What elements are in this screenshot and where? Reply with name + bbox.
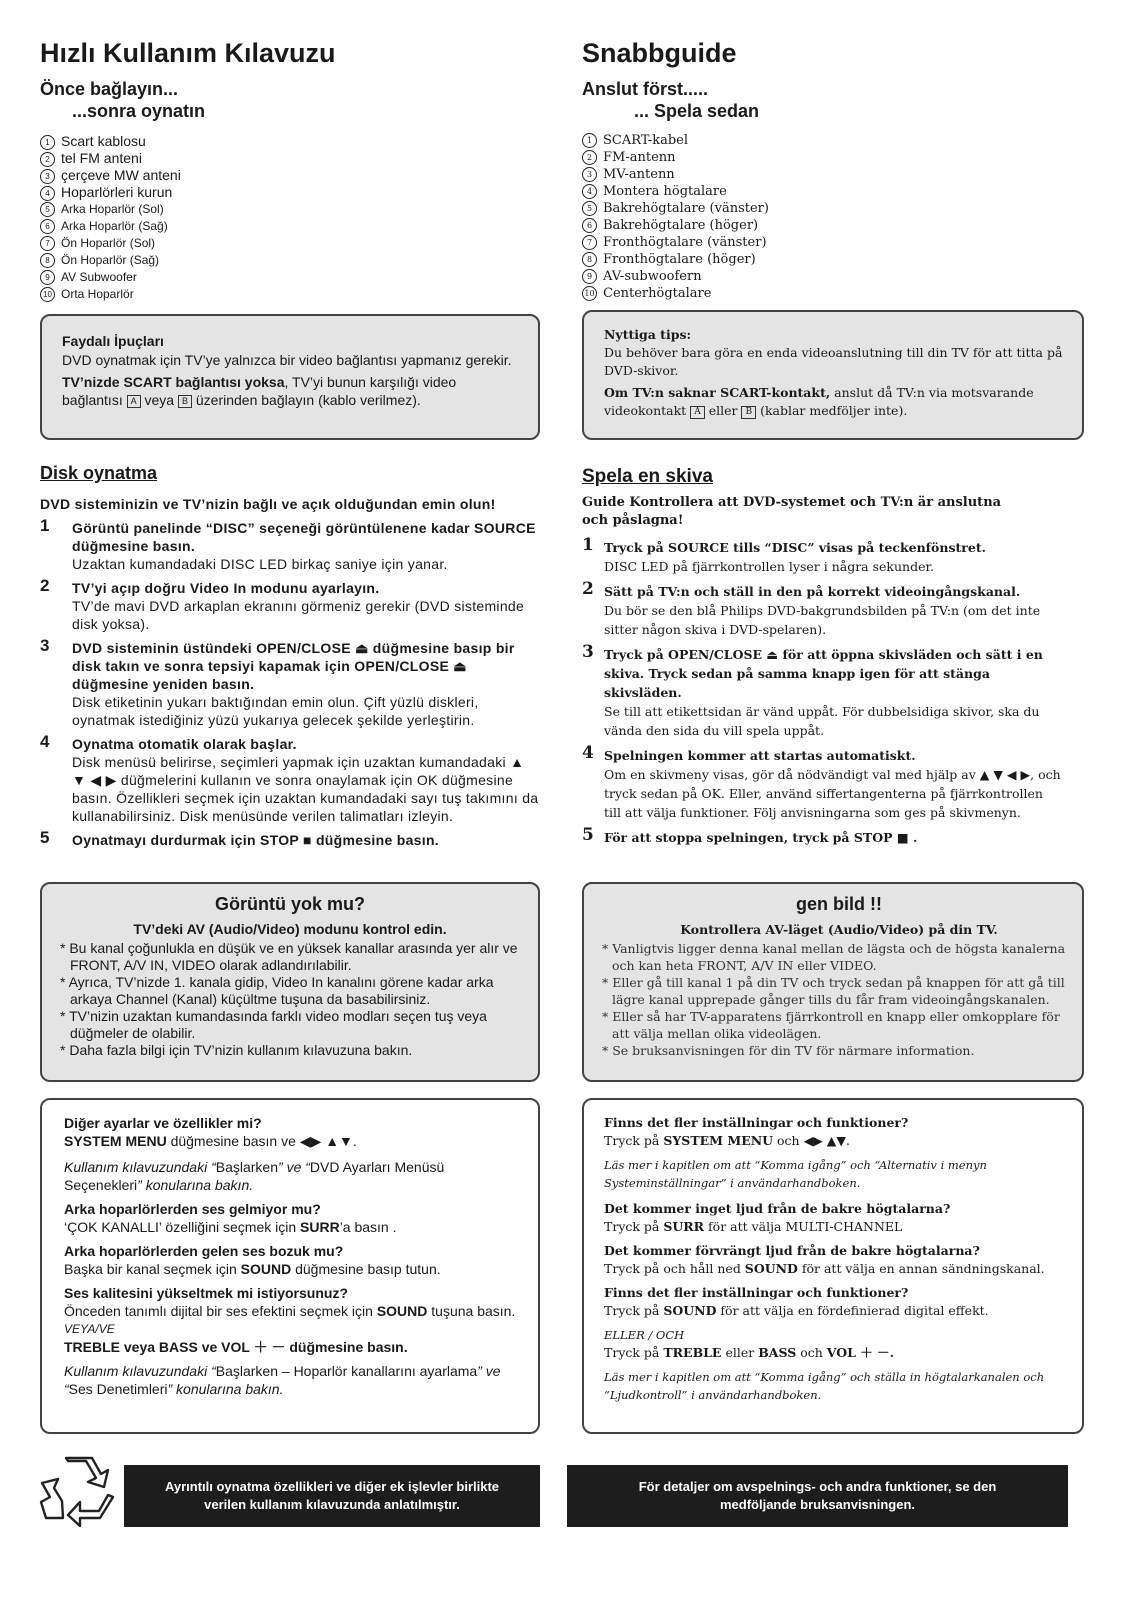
no-image-item: * Eller så har TV-apparatens fjärrkontroll en knapp eller omkopplare för att välja mellan olika videolägen. bbox=[602, 1009, 1060, 1041]
faq-answer bbox=[64, 1302, 516, 1320]
step-item bbox=[40, 576, 540, 633]
number-badge: 3 bbox=[40, 169, 55, 184]
key-name: SOUND bbox=[744, 1261, 798, 1276]
faq-answer-text: ’a basın . bbox=[339, 1219, 397, 1235]
legend-item bbox=[582, 251, 769, 268]
key-name: BASS bbox=[758, 1345, 797, 1360]
number-badge: 3 bbox=[582, 167, 597, 182]
tips-text: anslut då TV:n via motsvarande videokontakt bbox=[604, 385, 1034, 418]
no-image-item: * TV’nizin uzaktan kumandasında farklı video modları seçen tuş veya düğmeler de olabilir. bbox=[60, 1008, 487, 1041]
no-image-item: * Eller gå till kanal 1 på din TV och tryck sedan på knappen för att gå till lägre kanal upprepade gånger tills du får fram videoingångskanalen. bbox=[602, 975, 1065, 1007]
faq-answer bbox=[64, 1218, 516, 1236]
faq-question: Ses kalitesini yükseltmek mi istiyorsunuz? bbox=[64, 1285, 348, 1301]
no-image-box bbox=[582, 882, 1084, 1082]
legend-label: SCART-kabel bbox=[603, 133, 688, 148]
faq-answer bbox=[604, 1260, 1076, 1278]
step-number: 3 bbox=[582, 642, 594, 662]
step-heading: Oynatma otomatik olarak başlar. bbox=[72, 736, 297, 752]
legend-item bbox=[582, 285, 769, 302]
no-image-subtitle: TV’deki AV (Audio/Video) modunu kontrol edin. bbox=[133, 921, 447, 937]
step-number: 4 bbox=[40, 732, 50, 751]
faq-answer-text: och bbox=[796, 1345, 827, 1360]
tips-bold: TV’nizde SCART bağlantısı yoksa bbox=[62, 374, 285, 390]
faq-answer-text: eller bbox=[721, 1345, 759, 1360]
legend-label: FM-antenn bbox=[603, 150, 676, 165]
legend-label: Fronthögtalare (vänster) bbox=[603, 235, 767, 250]
legend-item bbox=[40, 286, 181, 303]
step-item bbox=[582, 535, 1062, 576]
faq-question: Det kommer inget ljud från de bakre högtalarna? bbox=[604, 1201, 951, 1216]
step-text: Du bör se den blå Philips DVD-bakgrundsbilden på TV:n (om det inte sitter någon skiva i DVD-spelaren). bbox=[604, 603, 1041, 637]
faq-question: Finns det fler inställningar och funktioner? bbox=[604, 1285, 909, 1300]
step-number: 5 bbox=[40, 828, 50, 847]
legend-item bbox=[40, 218, 181, 235]
legend-label: Montera högtalare bbox=[603, 184, 727, 199]
connection-legend bbox=[40, 133, 181, 303]
step-item bbox=[40, 732, 540, 825]
legend-label: Arka Hoparlör (Sol) bbox=[61, 202, 164, 216]
step-number: 1 bbox=[40, 516, 50, 535]
steps-list bbox=[40, 516, 540, 855]
number-badge: 4 bbox=[40, 186, 55, 201]
step-heading: Sätt på TV:n och ställ in den på korrekt videoingångskanal. bbox=[604, 584, 1021, 599]
connector-b-label: B bbox=[741, 406, 756, 419]
footer-note: För detaljer om avspelnings- och andra funktioner, se den medföljande bruksanvisningen. bbox=[567, 1465, 1068, 1527]
faq-answer bbox=[64, 1132, 516, 1150]
faq-answer: TREBLE veya BASS ve VOL ＋ － düğmesine basın. bbox=[64, 1339, 408, 1355]
step-number: 3 bbox=[40, 636, 50, 655]
ref-topic: Başlarken – Hoparlör kanallarını ayarlama bbox=[215, 1363, 478, 1379]
key-name: SOUND bbox=[376, 1303, 428, 1319]
then-play-heading: ...sonra oynatın bbox=[72, 101, 206, 121]
step-heading: TV’yi açıp doğru Video In modunu ayarlayın. bbox=[72, 580, 380, 596]
faq-answer-text: Tryck på och håll ned bbox=[604, 1261, 745, 1276]
connector-a-label: A bbox=[690, 406, 705, 419]
step-heading: Tryck på SOURCE tills “DISC” visas på teckenfönstret. bbox=[604, 540, 986, 555]
connection-legend bbox=[582, 132, 769, 302]
ref-text: Kullanım kılavuzundaki “ bbox=[64, 1159, 216, 1175]
faq-reference bbox=[64, 1158, 516, 1194]
section-intro: Guide Kontrollera att DVD-systemet och TV:n är anslutna och påslagna! bbox=[582, 495, 1002, 528]
ref-text: ” ve “ bbox=[278, 1159, 310, 1175]
step-text: Om en skivmeny visas, gör då nödvändigt val med hjälp av ▲ ▼ ◀ ▶, och tryck sedan på OK. Eller, använd siffertangenterna på fjärrkontrollen till att välja funktioner. Följ anvisningarna som ges på skivmenyn. bbox=[604, 767, 1061, 820]
legend-item bbox=[582, 268, 769, 285]
step-heading: Görüntü panelinde “DISC” seçeneği görüntülenene kadar SOURCE düğmesine basın. bbox=[72, 520, 536, 554]
step-text: Uzaktan kumandadaki DISC LED birkaç saniye için yanar. bbox=[72, 556, 448, 572]
page-title: Hızlı Kullanım Kılavuzu bbox=[40, 38, 336, 68]
step-number: 1 bbox=[582, 535, 594, 555]
key-name: SOUND bbox=[663, 1303, 717, 1318]
number-badge: 1 bbox=[582, 133, 597, 148]
ref-topic: Ses Denetimleri bbox=[68, 1381, 168, 1397]
legend-label: MV-antenn bbox=[603, 167, 675, 182]
legend-item bbox=[582, 234, 769, 251]
faq-answer bbox=[604, 1302, 1076, 1320]
key-name: SYSTEM MENU bbox=[64, 1133, 167, 1149]
number-badge: 7 bbox=[582, 235, 597, 250]
faq-answer-text: Başka bir kanal seçmek için bbox=[64, 1261, 241, 1277]
legend-label: Orta Hoparlör bbox=[61, 287, 134, 301]
connect-first-heading: Anslut först..... bbox=[582, 79, 708, 99]
number-badge: 1 bbox=[40, 135, 55, 150]
legend-item bbox=[582, 183, 769, 200]
key-name: SOUND bbox=[240, 1261, 292, 1277]
step-number: 2 bbox=[582, 579, 594, 599]
ref-topic: Başlarken bbox=[215, 1159, 279, 1175]
key-name: SYSTEM MENU bbox=[663, 1133, 774, 1148]
no-image-item: * Vanligtvis ligger denna kanal mellan de lägsta och de högsta kanalerna och kan heta FRONT, A/V IN eller VIDEO. bbox=[602, 941, 1066, 973]
step-text: TV’de mavi DVD arkaplan ekranını görmeniz gerekir (DVD sisteminde disk yoksa). bbox=[72, 598, 525, 632]
legend-item bbox=[582, 200, 769, 217]
number-badge: 5 bbox=[40, 202, 55, 217]
ref-text: ” konularına bakın. bbox=[167, 1381, 284, 1397]
ref-text: ” konularına bakın. bbox=[137, 1177, 254, 1193]
faq-question: Finns det fler inställningar och funktioner? bbox=[604, 1115, 909, 1130]
number-badge: 4 bbox=[582, 184, 597, 199]
tips-scart-note bbox=[604, 384, 1064, 420]
no-image-item: * Daha fazla bilgi için TV’nizin kullanım kılavuzuna bakın. bbox=[60, 1042, 413, 1058]
number-badge: 7 bbox=[40, 236, 55, 251]
legend-item bbox=[582, 149, 769, 166]
tips-bold: Om TV:n saknar SCART-kontakt, bbox=[604, 385, 831, 400]
faq-answer-text: ‘ÇOK KANALLI’ özelliğini seçmek için bbox=[64, 1219, 301, 1235]
legend-label: Hoparlörleri kurun bbox=[61, 184, 173, 200]
step-item bbox=[40, 636, 540, 729]
tips-text: üzerinden bağlayın (kablo verilmez). bbox=[195, 392, 421, 408]
key-name: TREBLE bbox=[663, 1345, 722, 1360]
faq-answer-text: Önceden tanımlı dijital bir ses efektini seçmek için bbox=[64, 1303, 377, 1319]
tips-text: , TV’yi bunun karşılığı video bağlantısı bbox=[62, 374, 457, 408]
legend-label: AV-subwoofern bbox=[603, 269, 702, 284]
then-play-heading: ... Spela sedan bbox=[634, 101, 760, 121]
tips-title: Faydalı İpuçları bbox=[62, 333, 164, 349]
ref-text: Kullanım kılavuzundaki “ bbox=[64, 1363, 216, 1379]
faq-question: Det kommer förvrängt ljud från de bakre högtalarna? bbox=[604, 1243, 980, 1258]
number-badge: 6 bbox=[40, 219, 55, 234]
legend-label: Scart kablosu bbox=[61, 133, 146, 149]
number-badge: 9 bbox=[40, 270, 55, 285]
step-heading: Oynatmayı durdurmak için STOP ■ düğmesine basın. bbox=[72, 832, 439, 848]
tips-box bbox=[40, 314, 540, 440]
tips-text: veya bbox=[144, 392, 175, 408]
footer-note: Ayrıntılı oynatma özellikleri ve diğer ek işlevler birlikte verilen kullanım kılavuzunda anlatılmıştır. bbox=[124, 1465, 540, 1527]
tips-text: (kablar medföljer inte). bbox=[760, 403, 908, 418]
number-badge: 9 bbox=[582, 269, 597, 284]
faq-answer-text: tuşuna basın. bbox=[427, 1303, 516, 1319]
step-number: 5 bbox=[582, 825, 594, 845]
faq-answer bbox=[604, 1132, 1076, 1150]
legend-item bbox=[40, 235, 181, 252]
key-name: VOL ＋ －. bbox=[826, 1345, 894, 1360]
faq-question: Arka hoparlörlerden gelen ses bozuk mu? bbox=[64, 1243, 344, 1259]
faq-answer bbox=[604, 1218, 1076, 1236]
legend-item bbox=[40, 201, 181, 218]
faq-answer-text: för att välja en fördefinierad digital effekt. bbox=[716, 1303, 989, 1318]
step-number: 2 bbox=[40, 576, 50, 595]
no-image-item: * Bu kanal çoğunlukla en düşük ve en yüksek kanallar arasında yer alır ve FRONT, A/V IN, VIDEO olarak adlandırılabilir. bbox=[60, 940, 518, 973]
connector-b-label: B bbox=[178, 395, 192, 408]
faq-answer-text: Tryck på bbox=[604, 1133, 664, 1148]
or-label: VEYA/VE bbox=[64, 1322, 115, 1336]
step-heading: Tryck på OPEN/CLOSE ⏏ för att öppna skivsläden och sätt i en skiva. Tryck sedan på samma knapp igen för att stänga skivsläden. bbox=[604, 647, 1043, 700]
ref-topic: DVD Ayarları Menüsü Seçenekleri bbox=[64, 1159, 445, 1193]
faq-answer-text: Tryck på bbox=[604, 1303, 664, 1318]
legend-label: tel FM anteni bbox=[61, 150, 142, 166]
number-badge: 8 bbox=[582, 252, 597, 267]
no-image-title: Görüntü yok mu? bbox=[215, 894, 365, 914]
legend-item bbox=[582, 166, 769, 183]
legend-item bbox=[40, 167, 181, 184]
legend-label: Bakrehögtalare (höger) bbox=[603, 218, 759, 233]
faq-answer-text: för att välja MULTI-CHANNEL bbox=[704, 1219, 903, 1234]
step-heading: För att stoppa spelningen, tryck på STOP ■ . bbox=[604, 830, 918, 845]
tips-box bbox=[582, 310, 1084, 440]
tips-line: DVD oynatmak için TV’ye yalnızca bir video bağlantısı yapmanız gerekir. bbox=[62, 352, 512, 368]
legend-label: Centerhögtalare bbox=[603, 286, 712, 301]
legend-item bbox=[40, 252, 181, 269]
legend-label: Fronthögtalare (höger) bbox=[603, 252, 756, 267]
step-text: Se till att etikettsidan är vänd uppåt. För dubbelsidiga skivor, ska du vända den sida du vill spela uppåt. bbox=[604, 704, 1040, 738]
faq-answer-text: düğmesine basın ve ◀▶ ▲▼. bbox=[166, 1133, 357, 1149]
faq-answer-text: för att välja en annan sändningskanal. bbox=[797, 1261, 1045, 1276]
faq-answer-text: och ◀▶ ▲▼. bbox=[773, 1133, 850, 1148]
steps-list bbox=[582, 535, 1062, 853]
tips-line: Du behöver bara göra en enda videoanslutning till din TV för att titta på DVD-skivor. bbox=[604, 345, 1063, 378]
step-item bbox=[40, 516, 540, 573]
tips-title: Nyttiga tips: bbox=[604, 327, 692, 342]
legend-label: Arka Hoparlör (Sağ) bbox=[61, 219, 168, 233]
step-item bbox=[582, 579, 1062, 639]
legend-item bbox=[40, 269, 181, 286]
more-settings-box bbox=[582, 1098, 1084, 1434]
step-number: 4 bbox=[582, 743, 594, 763]
faq-reference: Läs mer i kapitlen om att “Komma igång” och “Alternativ i menyn Systeminställningar” i användarhandboken. bbox=[604, 1158, 987, 1190]
no-image-item: * Se bruksanvisningen för din TV för närmare information. bbox=[602, 1043, 975, 1058]
step-item bbox=[40, 828, 540, 849]
tips-text: eller bbox=[708, 403, 738, 418]
legend-label: çerçeve MW anteni bbox=[61, 167, 181, 183]
faq-answer-text: Tryck på bbox=[604, 1219, 664, 1234]
legend-item bbox=[40, 184, 181, 201]
no-image-title: gen bild !! bbox=[796, 894, 882, 914]
step-item bbox=[582, 642, 1062, 740]
legend-label: Bakrehögtalare (vänster) bbox=[603, 201, 769, 216]
key-name: SURR bbox=[300, 1219, 340, 1235]
number-badge: 5 bbox=[582, 201, 597, 216]
faq-question: Diğer ayarlar ve özellikler mi? bbox=[64, 1115, 262, 1131]
faq-answer-text: düğmesine basıp tutun. bbox=[291, 1261, 441, 1277]
faq-reference bbox=[64, 1362, 516, 1398]
number-badge: 2 bbox=[582, 150, 597, 165]
more-settings-box bbox=[40, 1098, 540, 1434]
section-title: Disk oynatma bbox=[40, 463, 158, 483]
number-badge: 10 bbox=[582, 286, 597, 301]
legend-item bbox=[40, 150, 181, 167]
step-heading: Spelningen kommer att startas automatiskt. bbox=[604, 748, 916, 763]
page-title: Snabbguide bbox=[582, 38, 737, 68]
connect-first-heading: Önce bağlayın... bbox=[40, 79, 179, 99]
legend-label: Ön Hoparlör (Sol) bbox=[61, 236, 156, 250]
faq-reference: Läs mer i kapitlen om att “Komma igång” och ställa in högtalarkanalen och “Ljudkontroll” i användarhandboken. bbox=[604, 1370, 1045, 1402]
ref-text: ” ve “ bbox=[64, 1363, 501, 1397]
step-item bbox=[582, 825, 1062, 847]
faq-answer bbox=[64, 1260, 516, 1278]
step-item bbox=[582, 743, 1062, 822]
faq-answer-text: Tryck på bbox=[604, 1345, 664, 1360]
no-image-box bbox=[40, 882, 540, 1082]
step-text: Disk etiketinin yukarı baktığından emin olun. Çift yüzlü diskleri, oynatmak istediğiniz yüzü yukarıya gelecek şekilde yerleştirin. bbox=[72, 694, 479, 728]
number-badge: 8 bbox=[40, 253, 55, 268]
key-name: SURR bbox=[663, 1219, 705, 1234]
or-label: ELLER / OCH bbox=[604, 1328, 685, 1342]
no-image-subtitle: Kontrollera AV-läget (Audio/Video) på din TV. bbox=[680, 922, 998, 937]
legend-label: AV Subwoofer bbox=[61, 270, 137, 284]
step-text: DISC LED på fjärrkontrollen lyser i några sekunder. bbox=[604, 559, 935, 574]
step-text: Disk menüsü belirirse, seçimleri yapmak için uzaktan kumandadaki ▲ ▼ ◀ ▶ düğmelerini kullanın ve sonra onaylamak için OK düğmesine basın. Özellikleri seçmek için uzaktan kumandadaki sayı tuş takımını da kullanabilirsiniz. Disk menüsünde verilen talimatları izleyin. bbox=[72, 754, 539, 824]
section-intro: DVD sisteminizin ve TV’nizin bağlı ve açık olduğundan emin olun! bbox=[40, 496, 496, 512]
legend-item bbox=[582, 217, 769, 234]
legend-item bbox=[582, 132, 769, 149]
tips-scart-note bbox=[62, 373, 518, 409]
faq-answer bbox=[604, 1344, 1076, 1362]
legend-label: Ön Hoparlör (Sağ) bbox=[61, 253, 160, 267]
legend-item bbox=[40, 133, 181, 150]
number-badge: 2 bbox=[40, 152, 55, 167]
faq-question: Arka hoparlörlerden ses gelmiyor mu? bbox=[64, 1201, 321, 1217]
step-heading: DVD sisteminin üstündeki OPEN/CLOSE ⏏ düğmesine basıp bir disk takın ve sonra tepsiyi kapamak için OPEN/CLOSE ⏏ düğmesine yeniden basın. bbox=[72, 640, 515, 692]
recycle-icon bbox=[38, 1455, 116, 1527]
number-badge: 10 bbox=[40, 287, 55, 302]
no-image-item: * Ayrıca, TV’nizde 1. kanala gidip, Video In kanalını görene kadar arka arkaya Channel (Kanal) küçültme tuşuna da basabilirsiniz. bbox=[60, 974, 494, 1007]
number-badge: 6 bbox=[582, 218, 597, 233]
connector-a-label: A bbox=[127, 395, 141, 408]
section-title: Spela en skiva bbox=[582, 466, 713, 487]
